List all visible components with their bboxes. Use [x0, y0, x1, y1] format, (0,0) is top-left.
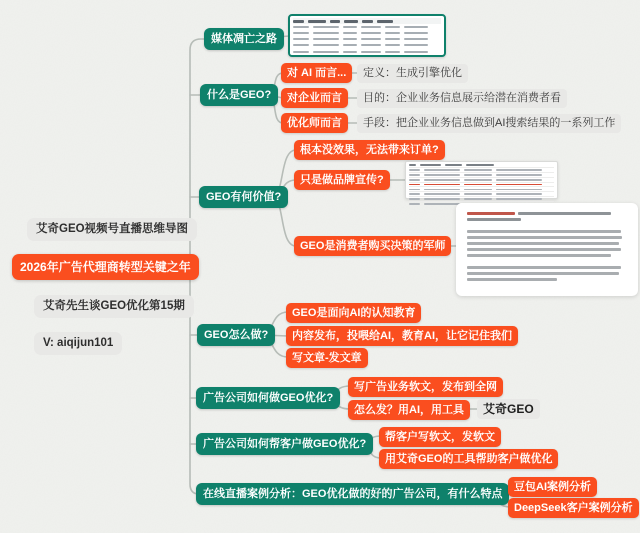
branch-media-death[interactable]: 媒体凋亡之路: [204, 28, 284, 50]
branch-how-to-geo[interactable]: GEO怎么做?: [197, 324, 275, 346]
branch-agency-client-geo[interactable]: 广告公司如何帮客户做GEO优化?: [196, 433, 373, 455]
child-for-optimizer[interactable]: 优化师而言: [281, 113, 348, 133]
child-deepseek-case[interactable]: DeepSeek客户案例分析: [508, 498, 639, 518]
child-content-feeding[interactable]: 内容发布，投喂给AI，教育AI，让它记住我们: [286, 326, 518, 346]
child-cognitive-education[interactable]: GEO是面向AI的认知教育: [286, 303, 421, 323]
leaf-purpose[interactable]: 目的：企业业务信息展示给潜在消费者看: [357, 89, 567, 108]
child-help-clients-write[interactable]: 帮客户写软文，发软文: [379, 427, 501, 447]
child-brand-only[interactable]: 只是做品牌宣传?: [294, 170, 390, 190]
deck-title-label: 艾奇GEO视频号直播思维导图: [27, 218, 197, 241]
child-for-ai[interactable]: 对 AI 而言...: [281, 63, 352, 83]
child-decision-advisor[interactable]: GEO是消费者购买决策的军师: [294, 236, 451, 256]
media-table-attachment[interactable]: [288, 14, 446, 57]
child-write-publish[interactable]: 写文章-发文章: [286, 348, 368, 368]
series-label: 艾奇先生谈GEO优化第15期: [34, 295, 194, 318]
child-write-softarticle[interactable]: 写广告业务软文，发布到全网: [348, 377, 503, 397]
leaf-aiqi-geo[interactable]: 艾奇GEO: [477, 399, 540, 419]
branch-geo-value[interactable]: GEO有何价值?: [199, 186, 288, 208]
root-node[interactable]: 2026年广告代理商转型关键之年: [12, 254, 199, 280]
comparison-table-attachment[interactable]: [405, 161, 558, 199]
branch-live-case[interactable]: 在线直播案例分析：GEO优化做的好的广告公司，有什么特点: [196, 483, 509, 505]
child-aiqi-tools[interactable]: 用艾奇GEO的工具帮助客户做优化: [379, 449, 558, 469]
child-how-publish[interactable]: 怎么发？用AI，用工具: [348, 400, 470, 420]
branch-agency-geo[interactable]: 广告公司如何做GEO优化?: [196, 387, 340, 409]
article-text-attachment[interactable]: [456, 203, 638, 296]
child-for-business[interactable]: 对企业而言: [281, 88, 348, 108]
child-doubao-case[interactable]: 豆包AI案例分析: [508, 477, 597, 497]
leaf-definition[interactable]: 定义：生成引擎优化: [357, 64, 468, 83]
child-no-effect[interactable]: 根本没效果，无法带来订单?: [294, 140, 445, 160]
leaf-means[interactable]: 手段：把企业业务信息做到AI搜索结果的一系列工作: [357, 114, 621, 133]
branch-what-is-geo[interactable]: 什么是GEO?: [200, 84, 278, 106]
contact-label: V: aiqijun101: [34, 332, 122, 355]
